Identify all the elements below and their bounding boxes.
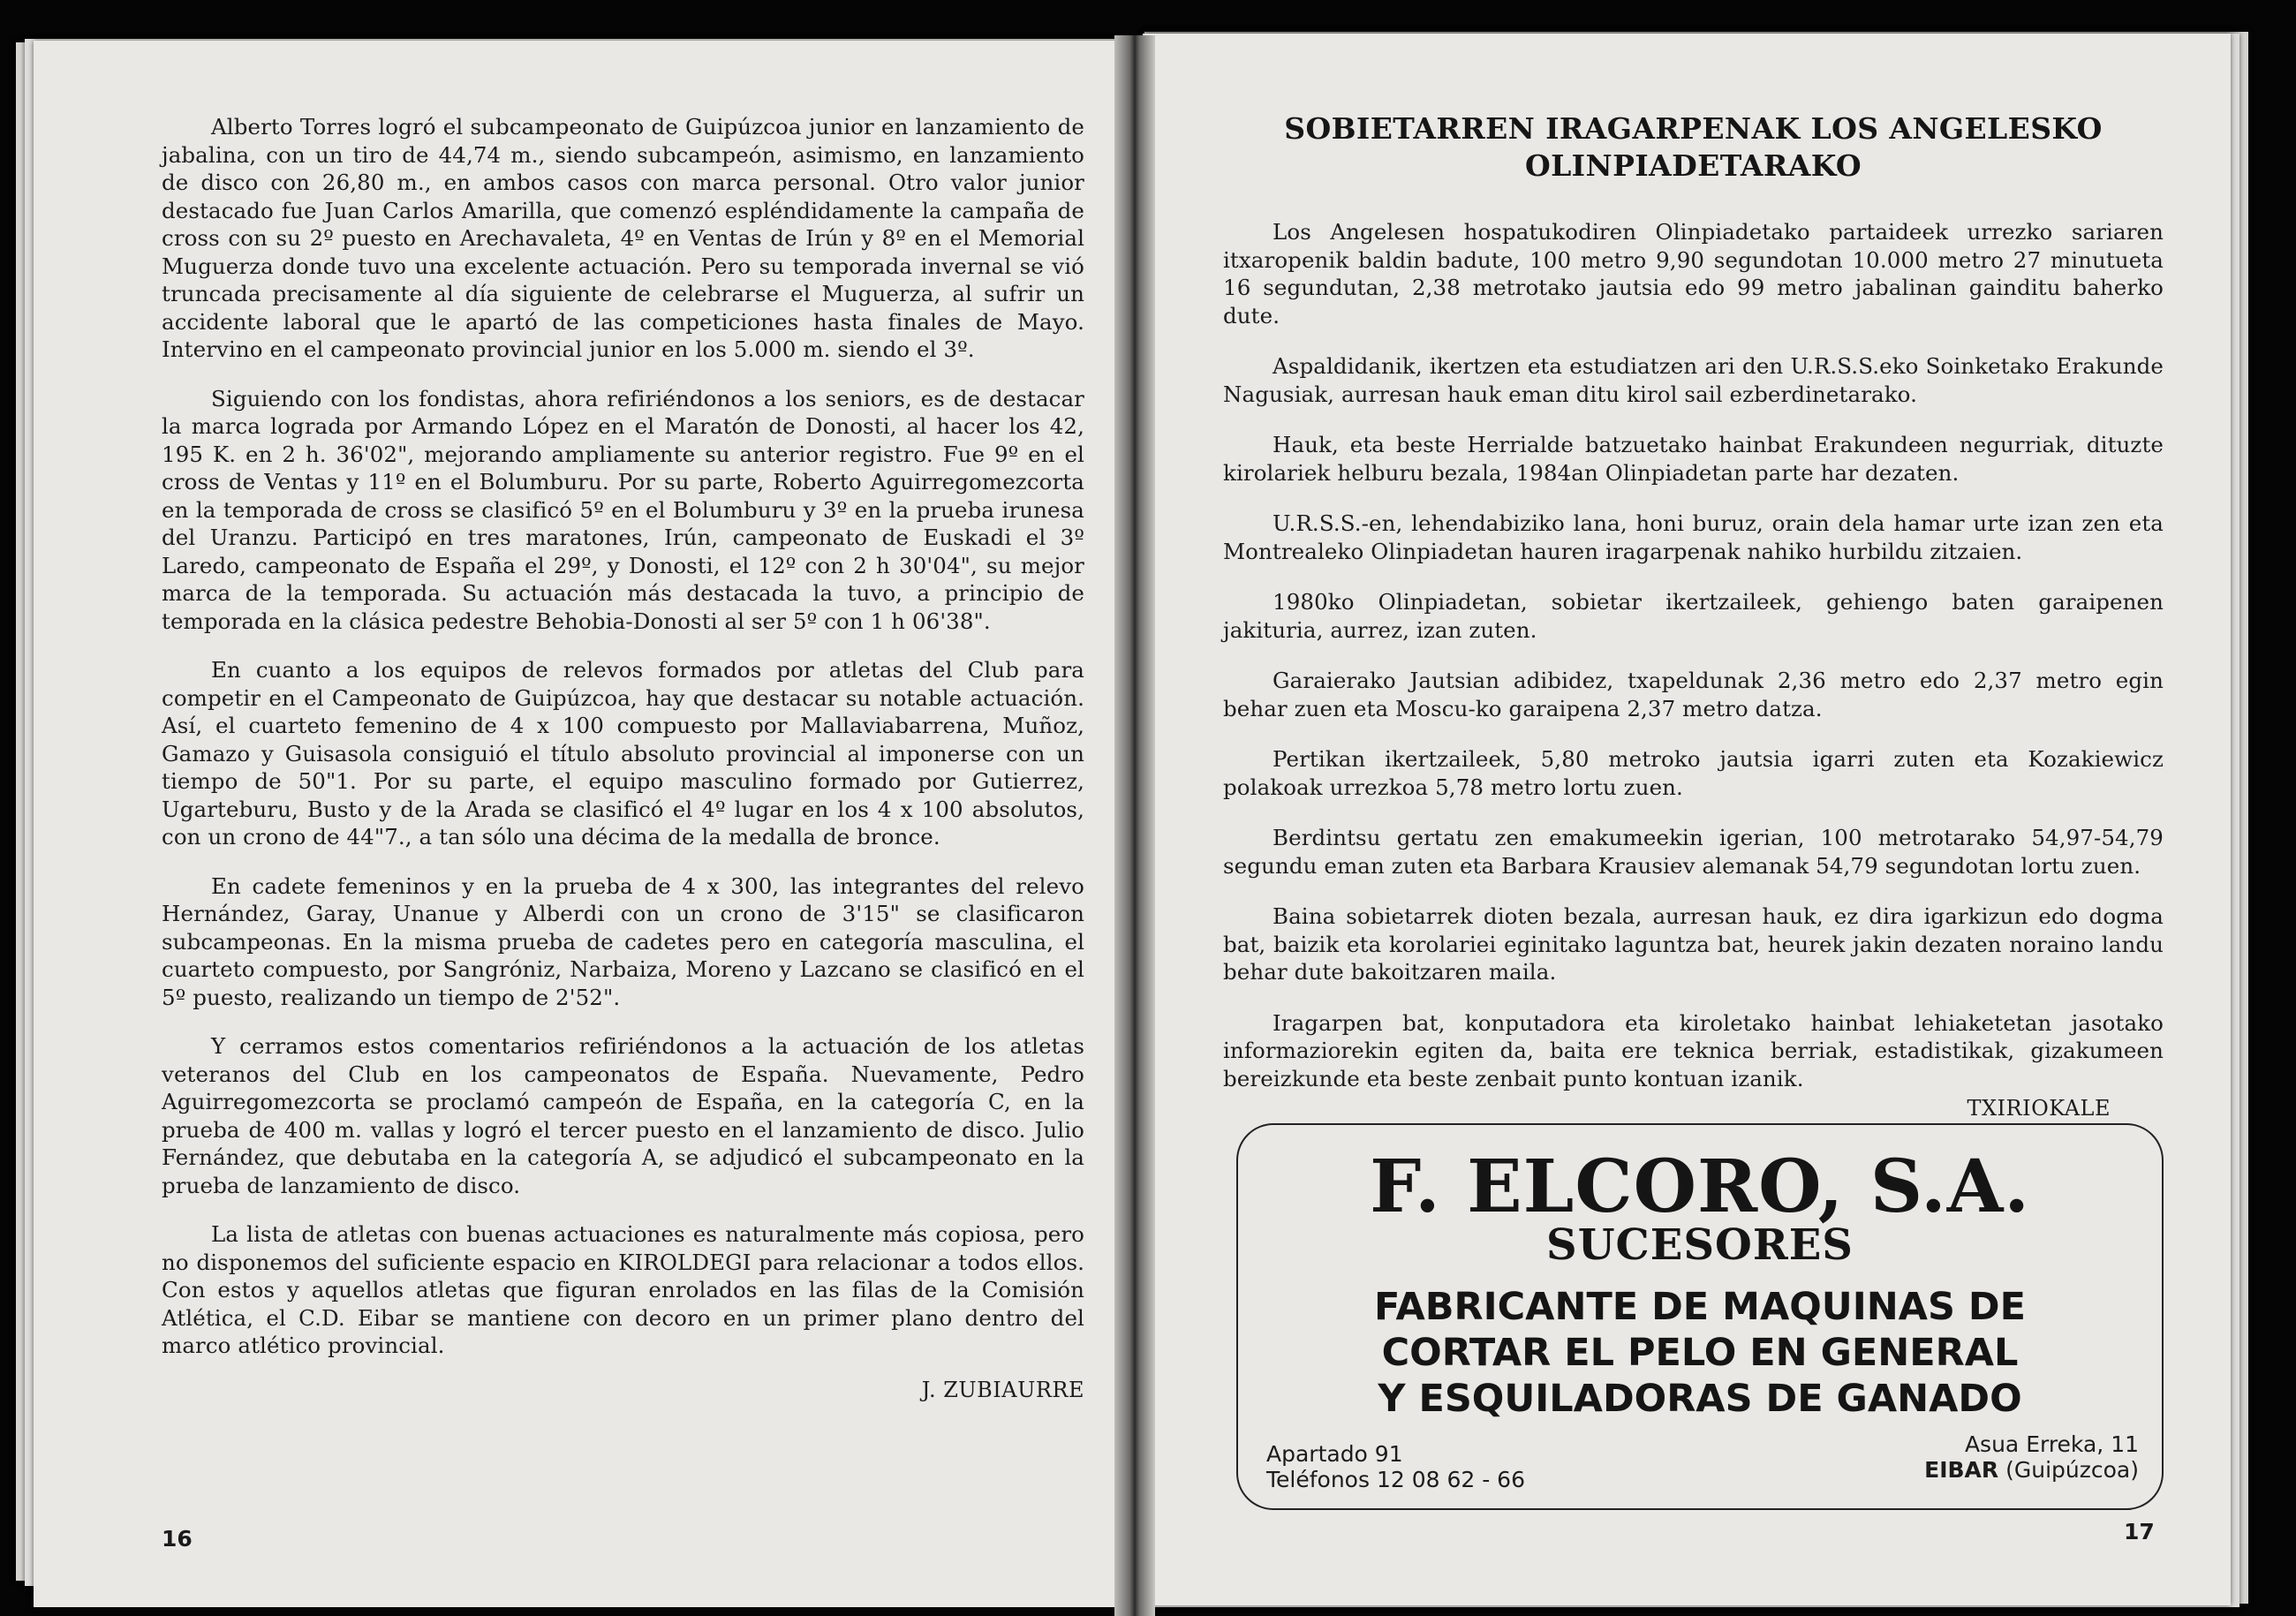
- right-paragraph-2: Aspaldidanik, ikertzen eta estudiatzen ari den U.R.S.S.eko Soinketako Erakunde Nagusiak, aurresan hauk eman ditu kirol sail ezberdinetarako.: [1223, 353, 2164, 407]
- left-paragraph-4: En cadete femeninos y en la prueba de 4 x 300, las integrantes del relevo Hernández, Garay, Unanue y Alberdi con un crono de 3'15" se clasificaron subcampeonas. En la misma prueba de cadetes pero en categoría masculina, el cuarteto compuesto, por Sangróniz, Narbaiza, Moreno y Lazcano se clasificó en el 5º puesto, realizando un tiempo de 2'52".: [162, 872, 1084, 1010]
- right-paragraph-4: U.R.S.S.-en, lehendabiziko lana, honi buruz, orain dela hamar urte izan zen eta Montrealeko Olinpiadetan hauren iragarpenak nahiko hurbildu zitzaien.: [1223, 510, 2164, 564]
- ad-phones: Teléfonos 12 08 62 - 66: [1266, 1467, 1525, 1492]
- ad-location: [1924, 1457, 2139, 1483]
- ad-contact-right: [1924, 1431, 2139, 1483]
- right-paragraph-5: 1980ko Olinpiadetan, sobietar ikertzaileek, gehiengo baten garaipenen jakituria, aurrez, izan zuten.: [1223, 589, 2164, 643]
- right-paragraph-1: Los Angelesen hospatukodiren Olinpiadetako partaideek urrezko sariaren itxaropenik baldin badute, 100 metro 9,90 segundotan 10.000 metro 27 minutueta 16 segundutan, 2,38 metrotako jautsia edo 99 metro jabalinan gainditu baherko dute.: [1223, 219, 2164, 328]
- right-paragraph-3: Hauk, eta beste Herrialde batzuetako hainbat Erakundeen negurriak, dituzte kirolariek helburu bezala, 1984an Olinpiadetan parte har dezaten.: [1223, 432, 2164, 486]
- article-title-line-1: SOBIETARREN IRAGARPENAK LOS ANGELESKO: [1284, 111, 2103, 146]
- ad-po-box: Apartado 91: [1266, 1441, 1403, 1467]
- left-author-signature: J. ZUBIAURRE: [921, 1378, 1084, 1402]
- right-paragraph-7: Pertikan ikertzaileek, 5,80 metroko jautsia igarri zuten eta Kozakiewicz polakoak urrezkoa 5,78 metro lortu zuen.: [1223, 746, 2164, 800]
- ad-products-line-3: Y ESQUILADORAS DE GANADO: [1378, 1377, 2022, 1421]
- ad-contact-left: [1266, 1441, 1525, 1492]
- ad-street: Asua Erreka, 11: [1964, 1431, 2139, 1457]
- left-paragraph-2: Siguiendo con los fondistas, ahora refiriéndonos a los seniors, es de destacar la marca lograda por Armando López en el Maratón de Donosti, al hacer los 42, 195 K. en 2 h. 36'02", mejorando ampliamente su anterior registro. Fue 9º en el cross de Ventas y 11º en el Bolumburu. Por su parte, Roberto Aguirregomezcorta en la temporada de cross se clasificó 5º en el Bolumburu y 3º en la prueba irunesa del Uranzu. Participó en tres maratones, Irún, campeonato de Euskadi el 3º Laredo, campeonato de España el 29º, y Donosti, el 12º con 2 h 30'04", su mejor marca de la temporada. Su actuación más destacada la tuvo, a principio de temporada en la clásica pedestre Behobia-Donosti al ser 5º con 1 h 06'38".: [162, 385, 1084, 634]
- ad-subtitle: SUCESORES: [1546, 1220, 1854, 1270]
- right-author-signature: TXIRIOKALE: [1967, 1096, 2111, 1121]
- book-gutter: [1114, 35, 1155, 1616]
- right-paragraph-6: Garaierako Jautsian adibidez, txapeldunak 2,36 metro edo 2,37 metro egin behar zuen eta Moscu-ko garaipena 2,37 metro datza.: [1223, 668, 2164, 721]
- right-paragraph-9: Baina sobietarrek dioten bezala, aurresan hauk, ez dira igarkizun edo dogma bat, baizik eta korolariei eginitako laguntza bat, heurek jakin dezaten noraino landu behar dute bakoitzaren maila.: [1223, 903, 2164, 985]
- left-article-column: [162, 113, 1084, 1381]
- article-title: [1223, 110, 2164, 185]
- left-paragraph-5: Y cerramos estos comentarios refiriéndonos a la actuación de los atletas veteranos del Club en los campeonatos de España. Nuevamente, Pedro Aguirregomezcorta se proclamó campeón de España, en la categoría C, en la prueba de 400 m. vallas y logró el tercer puesto en el lanzamiento de disco. Julio Fernández, que debutaba en la categoría A, se adjudicó el subcampeonato en la prueba de lanzamiento de disco.: [162, 1033, 1084, 1198]
- right-paragraph-8: Berdintsu gertatu zen emakumeekin igerian, 100 metrotarako 54,97-54,79 segundu eman zuten eta Barbara Krausiev alemanak 54,79 segundotan lortu zuen.: [1223, 825, 2164, 879]
- right-article-column: [1223, 110, 2164, 1121]
- advertisement-box: [1236, 1123, 2164, 1510]
- ad-city: EIBAR: [1924, 1457, 1999, 1483]
- left-paragraph-6: La lista de atletas con buenas actuaciones es naturalmente más copiosa, pero no disponemos del suficiente espacio en KIROLDEGI para relacionar a todos ellos. Con estos y aquellos atletas que figuran enrolados en las filas de la Comisión Atlética, el C.D. Eibar se mantiene con decoro en un primer plano dentro del marco atlético provincial.: [162, 1221, 1084, 1358]
- ad-province: (Guipúzcoa): [2005, 1457, 2139, 1483]
- left-paragraph-1: Alberto Torres logró el subcampeonato de Guipúzcoa junior en lanzamiento de jabalina, con un tiro de 44,74 m., siendo subcampeón, asimismo, en lanzamiento de disco con 26,80 m., en ambos casos con marca personal. Otro valor junior destacado fue Juan Carlos Amarilla, que comenzó espléndidamente la campaña de cross con su 2º puesto en Arechavaleta, 4º en Ventas de Irún y 8º en el Memorial Muguerza donde tuvo una excelente actuación. Pero su temporada invernal se vió truncada precisamente al día siguiente de celebrarse el Muguerza, al sufrir un accidente laboral que le apartó de las competiciones hasta finales de Mayo. Intervino en el campeonato provincial junior en los 5.000 m. siendo el 3º.: [162, 114, 1084, 362]
- page-number-left: 16: [162, 1526, 193, 1552]
- article-title-line-2: OLINPIADETARAKO: [1524, 148, 1862, 183]
- ad-products-line-2: CORTAR EL PELO EN GENERAL: [1381, 1331, 2019, 1375]
- left-paragraph-3: En cuanto a los equipos de relevos formados por atletas del Club para competir en el Campeonato de Guipúzcoa, hay que destacar su notable actuación. Así, el cuarteto femenino de 4 x 100 compuesto por Mallaviabarrena, Muñoz, Gamazo y Guisasola consiguió el título absoluto provincial al imponerse con un tiempo de 50"1. Por su parte, el equipo masculino formado por Gutierrez, Ugarteburu, Busto y de la Arada se clasificó el 4º lugar en los 4 x 100 absolutos, con un crono de 44"7., a tan sólo una décima de la medalla de bronce.: [162, 657, 1084, 850]
- right-paragraph-10: Iragarpen bat, konputadora eta kiroletako hainbat lehiaketetan jasotako informaziorekin egiten da, baita ere teknica berriak, estadistikak, gizakumeen bereizkunde eta beste zenbait punto kontuan izanik.: [1223, 1009, 2164, 1091]
- ad-company-name: F. ELCORO, S.A.: [1370, 1144, 2030, 1229]
- ad-products-text: [1238, 1284, 2162, 1422]
- ad-products-line-1: FABRICANTE DE MAQUINAS DE: [1374, 1285, 2026, 1329]
- page-number-right: 17: [2124, 1519, 2155, 1544]
